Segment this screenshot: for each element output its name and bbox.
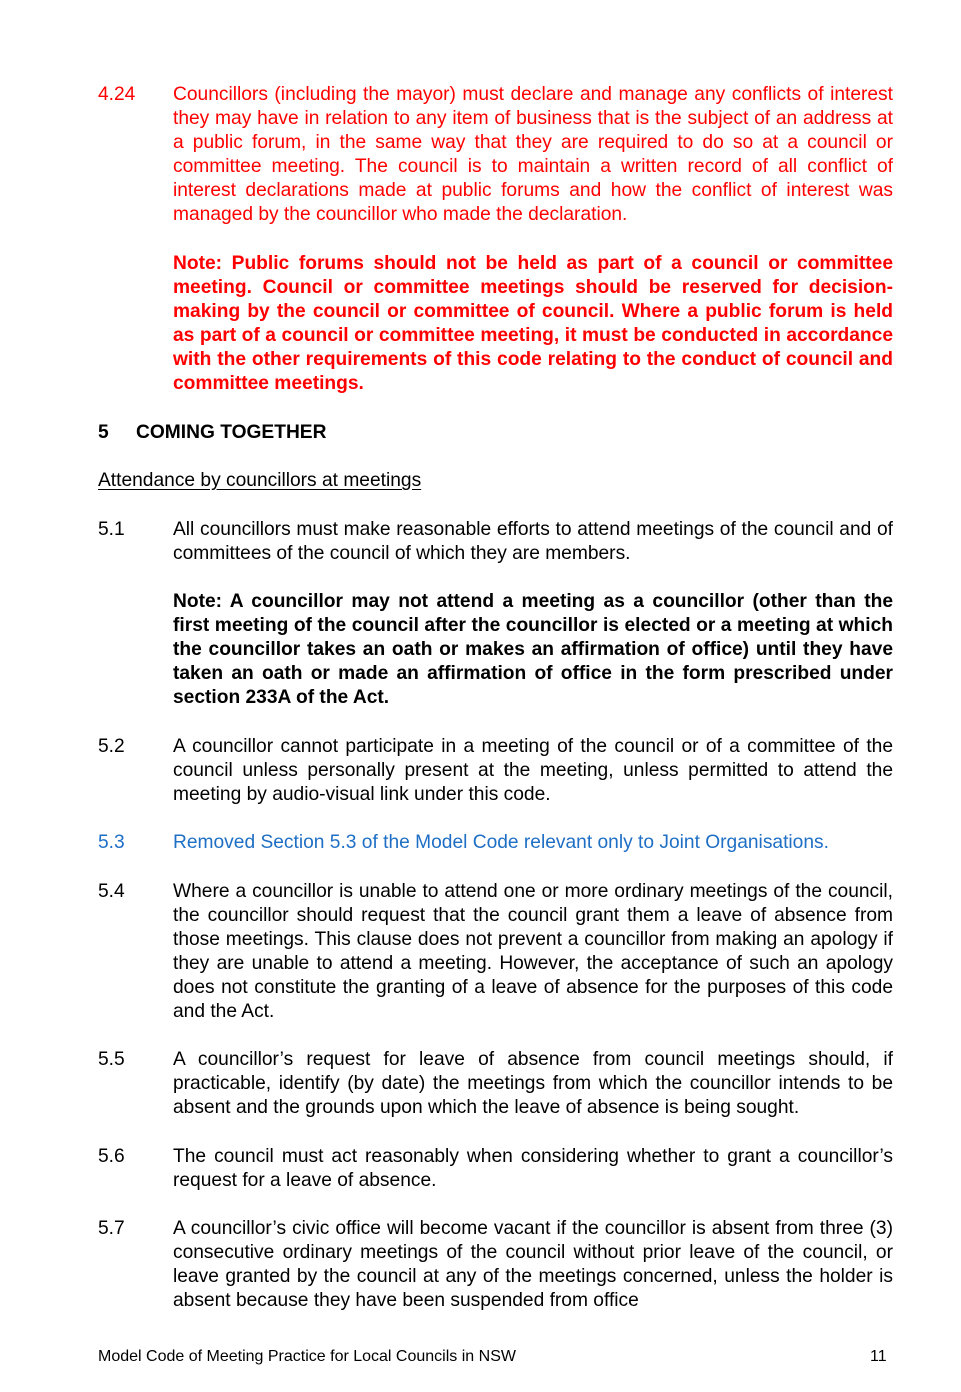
clause-4-24 — [98, 83, 893, 228]
clause-text: Where a councillor is unable to attend one or more ordinary meetings of the council, the councillor should request that the council grant them a leave of absence from those meetings. This clause does not prevent a councillor from making an apology if they are unable to attend a meeting. However, the acceptance of such an apology does not constitute the granting of a leave of absence for the purposes of this code and the Act. — [173, 881, 893, 1023]
clause-5-6 — [98, 1145, 893, 1193]
clause-text: A councillor cannot participate in a meeting of the council or of a committee of the council unless personally present at the meeting, unless permitted to attend the meeting by audio-visual link under this code. — [173, 736, 893, 806]
clause-5-4 — [98, 880, 893, 1025]
page-number: 11 — [870, 1348, 887, 1365]
section-heading — [98, 421, 326, 445]
clause-number: 5.3 — [98, 832, 125, 853]
clause-number: 5.5 — [98, 1049, 125, 1070]
clause-5-7 — [98, 1217, 893, 1313]
clause-number: 5.2 — [98, 736, 125, 757]
clause-number: 5.1 — [98, 519, 125, 540]
clause-text: A councillor’s request for leave of absence from council meetings should, if practicable, identify (by date) the meetings from which the councillor intends to be absent and the grounds upon which the leave of absence is being sought. — [173, 1049, 893, 1119]
clause-text: All councillors must make reasonable efforts to attend meetings of the council and of committees of the council of which they are members. — [173, 519, 893, 565]
clause-5-1-note — [98, 590, 893, 710]
section-title: COMING TOGETHER — [136, 422, 327, 443]
clause-text: Councillors (including the mayor) must declare and manage any conflicts of interest they may have in relation to any item of business that is the subject of an address at a public forum, in the same way that they are required to do so at a council or committee meeting. The council is to maintain a written record of all conflict of interest declarations made at public forums and how the conflict of interest was managed by the councillor who made the declaration. — [173, 84, 893, 226]
clause-5-2 — [98, 735, 893, 807]
footer-title: Model Code of Meeting Practice for Local Councils in NSW — [98, 1348, 516, 1365]
clause-text: A councillor’s civic office will become vacant if the councillor is absent from three (3) consecutive ordinary meetings of the council without prior leave of the council, or leave granted by the council at any of the meetings concerned, unless the holder is absent because they have been suspended from office — [173, 1218, 893, 1312]
clause-number: 4.24 — [98, 84, 136, 105]
clause-5-5 — [98, 1048, 893, 1120]
clause-text: Removed Section 5.3 of the Model Code relevant only to Joint Organisations. — [173, 832, 829, 853]
clause-text: The council must act reasonably when considering whether to grant a councillor’s request for a leave of absence. — [173, 1146, 893, 1192]
clause-number: 5.4 — [98, 881, 125, 902]
clause-4-24-note — [98, 252, 893, 397]
clause-5-1 — [98, 518, 893, 566]
clause-number: 5.6 — [98, 1146, 125, 1167]
clause-number: 5.7 — [98, 1218, 125, 1239]
clause-5-3 — [98, 831, 893, 855]
section-number: 5 — [98, 422, 109, 443]
note-text: Note: A councillor may not attend a meeting as a councillor (other than the first meeting of the council after the councillor is elected or a meeting at which the councillor takes an oath or makes an affirmation of office) until they have taken an oath or made an affirmation of office in the form prescribed under section 233A of the Act. — [173, 591, 893, 709]
note-text: Note: Public forums should not be held as part of a council or committee meeting. Council or committee meetings should be reserved for decision-making by the council or committee of council. Where a public forum is held as part of a council or committee meeting, it must be conducted in accordance with the other requirements of this code relating to the conduct of council and committee meetings. — [173, 253, 893, 395]
subheading: Attendance by councillors at meetings — [98, 470, 422, 491]
